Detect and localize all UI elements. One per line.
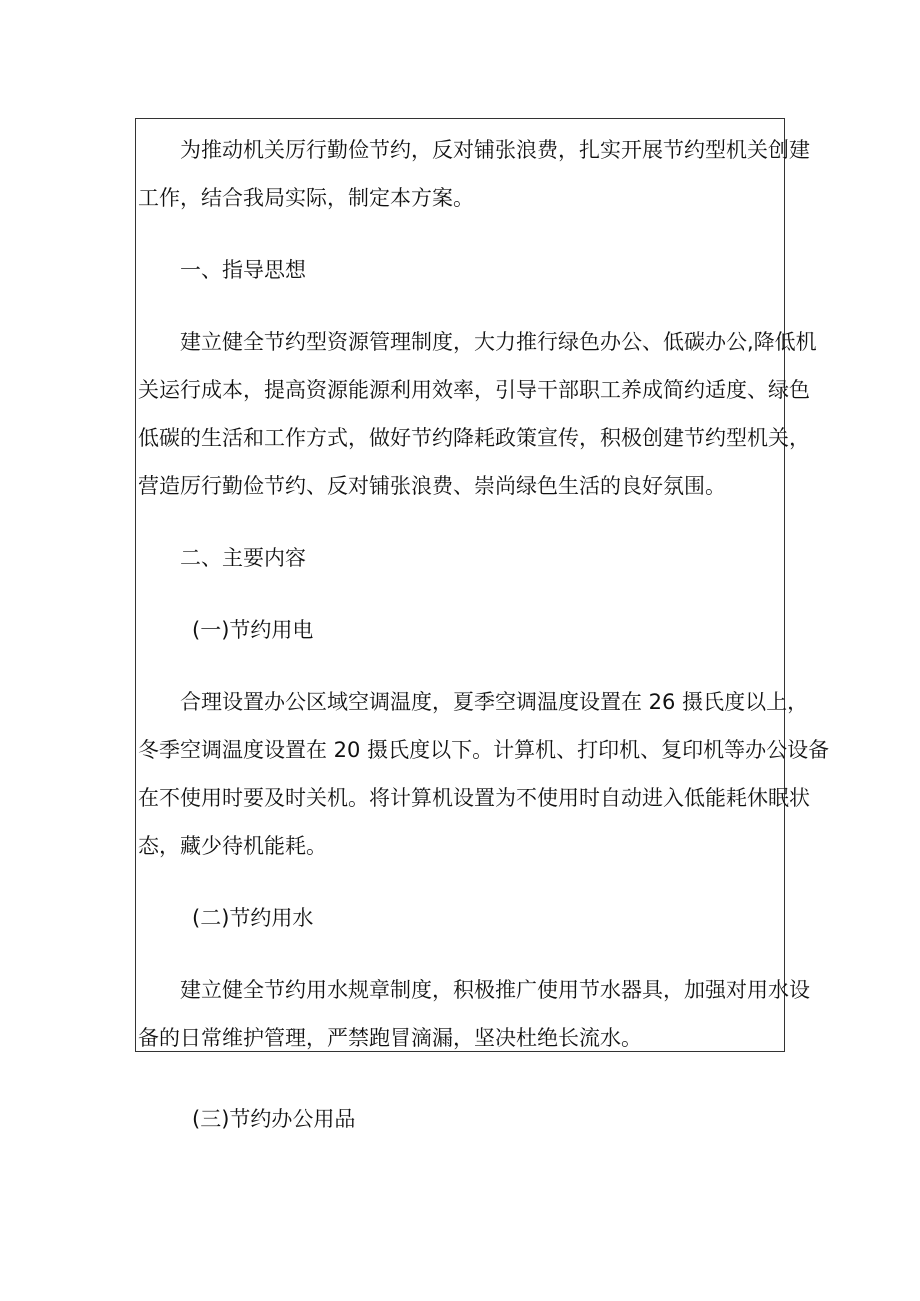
section1-para-line-3: 低碳的生活和工作方式，做好节约降耗政策宣传，积极创建节约型机关，	[138, 426, 810, 450]
subsection-heading-save-office-supplies: (三)节约办公用品	[192, 1107, 356, 1131]
electricity-para-line-2: 冬季空调温度设置在 20 摄氏度以下。计算机、打印机、复印机等办公设备	[138, 738, 830, 762]
subsection-heading-save-electricity: (一)节约用电	[192, 618, 314, 642]
electricity-para-line-4: 态，藏少待机能耗。	[138, 834, 327, 858]
section1-para-line-1: 建立健全节约型资源管理制度，大力推行绿色办公、低碳办公,降低机	[180, 330, 817, 354]
section1-para-line-2: 关运行成本，提高资源能源利用效率，引导干部职工养成简约适度、绿色	[138, 378, 810, 402]
electricity-para-line-1: 合理设置办公区域空调温度，夏季空调温度设置在 26 摄氏度以上，	[180, 690, 809, 714]
section-heading-main-content: 二、主要内容	[180, 546, 306, 570]
water-para-line-2: 备的日常维护管理，严禁跑冒滴漏，坚决杜绝长流水。	[138, 1026, 642, 1050]
subsection-heading-save-water: (二)节约用水	[192, 906, 314, 930]
electricity-para-line-3: 在不使用时要及时关机。将计算机设置为不使用时自动进入低能耗休眠状	[138, 786, 810, 810]
intro-line-1: 为推动机关厉行勤俭节约，反对铺张浪费，扎实开展节约型机关创建	[180, 138, 810, 162]
section1-para-line-4: 营造厉行勤俭节约、反对铺张浪费、崇尚绿色生活的良好氛围。	[138, 474, 726, 498]
intro-line-2: 工作，结合我局实际，制定本方案。	[138, 186, 474, 210]
section-heading-guiding-thought: 一、指导思想	[180, 258, 306, 282]
water-para-line-1: 建立健全节约用水规章制度，积极推广使用节水器具，加强对用水设	[180, 978, 810, 1002]
